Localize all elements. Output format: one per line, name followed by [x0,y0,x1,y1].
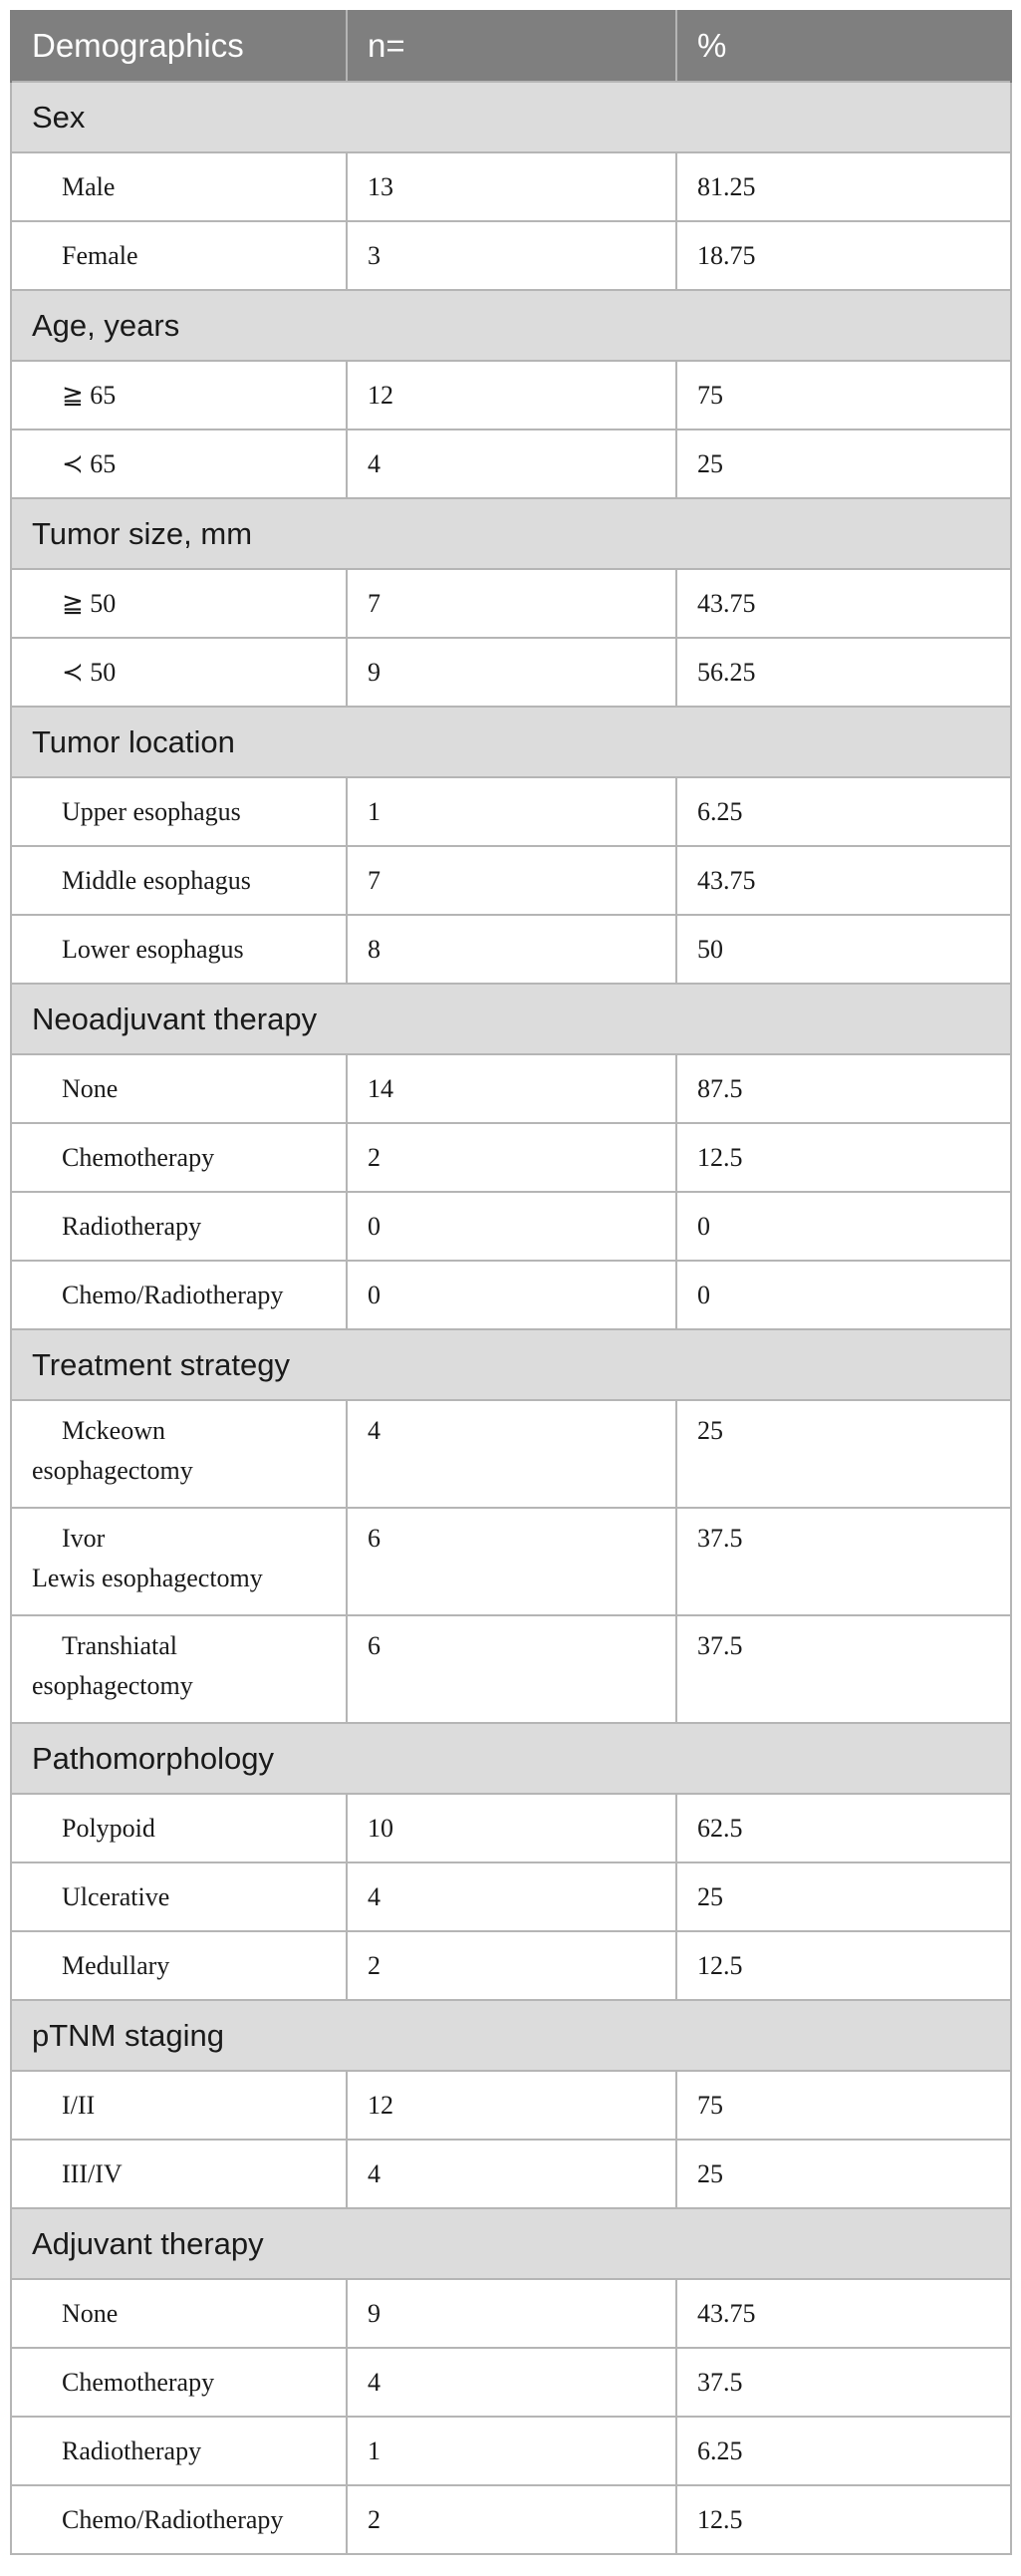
section-header-row [11,82,1011,152]
row-label: Medullary [11,1931,347,2000]
row-n-value: 13 [347,152,676,221]
row-percent-value: 43.75 [676,2279,1011,2348]
row-n-value: 3 [347,221,676,290]
demographics-table [10,10,1012,2555]
row-percent-value: 25 [676,1862,1011,1931]
row-n-value: 2 [347,2485,676,2554]
row-label-line2: esophagectomy [32,1671,193,1700]
row-n-value: 8 [347,915,676,984]
section-title: Tumor size, mm [11,498,1011,569]
table-row [11,2348,1011,2417]
row-label: ≧ 65 [11,361,347,429]
table-row [11,1261,1011,1329]
row-percent-value: 12.5 [676,2485,1011,2554]
row-percent-value: 0 [676,1192,1011,1261]
row-percent-value: 56.25 [676,638,1011,707]
section-header-row [11,1329,1011,1400]
section-header-row [11,984,1011,1054]
table-row [11,2485,1011,2554]
row-n-value: 4 [347,2348,676,2417]
table-row [11,1400,1011,1508]
row-percent-value: 37.5 [676,2348,1011,2417]
row-n-value: 6 [347,1615,676,1723]
row-n-value: 4 [347,1400,676,1508]
table-row [11,2279,1011,2348]
row-n-value: 12 [347,361,676,429]
header-row [11,10,1011,82]
row-label-line2: esophagectomy [32,1456,193,1485]
row-label: Upper esophagus [11,777,347,846]
table-row [11,2140,1011,2208]
table-row [11,361,1011,429]
table-row [11,1862,1011,1931]
header-demographics: Demographics [11,10,347,82]
table-row [11,1794,1011,1862]
table-row [11,1192,1011,1261]
row-n-value: 14 [347,1054,676,1123]
row-n-value: 4 [347,1862,676,1931]
section-title: Adjuvant therapy [11,2208,1011,2279]
row-n-value: 2 [347,1931,676,2000]
row-n-value: 4 [347,2140,676,2208]
row-label: None [11,2279,347,2348]
row-percent-value: 25 [676,2140,1011,2208]
header-percent: % [676,10,1011,82]
section-header-row [11,290,1011,361]
row-percent-value: 6.25 [676,777,1011,846]
row-n-value: 9 [347,2279,676,2348]
row-label: Radiotherapy [11,1192,347,1261]
table-row [11,569,1011,638]
row-label: Chemo/Radiotherapy [11,1261,347,1329]
row-label [11,1615,347,1723]
table-row [11,1931,1011,2000]
section-title: Tumor location [11,707,1011,777]
row-percent-value: 62.5 [676,1794,1011,1862]
table-row [11,1508,1011,1615]
row-label: I/II [11,2071,347,2140]
row-label: III/IV [11,2140,347,2208]
table-row [11,638,1011,707]
row-percent-value: 18.75 [676,221,1011,290]
row-label: ≧ 50 [11,569,347,638]
row-n-value: 10 [347,1794,676,1862]
table-row [11,1054,1011,1123]
row-label: ≺ 65 [11,429,347,498]
row-n-value: 1 [347,777,676,846]
row-percent-value: 25 [676,429,1011,498]
row-percent-value: 50 [676,915,1011,984]
section-title: Treatment strategy [11,1329,1011,1400]
row-label: Female [11,221,347,290]
header-n: n= [347,10,676,82]
row-n-value: 4 [347,429,676,498]
section-header-row [11,707,1011,777]
row-n-value: 9 [347,638,676,707]
row-label: Male [11,152,347,221]
row-percent-value: 6.25 [676,2417,1011,2485]
section-title: Pathomorphology [11,1723,1011,1794]
row-label [11,1508,347,1615]
section-title: Age, years [11,290,1011,361]
table-row [11,846,1011,915]
row-label [11,1400,347,1508]
row-n-value: 0 [347,1192,676,1261]
section-header-row [11,498,1011,569]
row-label: Polypoid [11,1794,347,1862]
row-percent-value: 75 [676,361,1011,429]
row-n-value: 2 [347,1123,676,1192]
row-label-line2: Lewis esophagectomy [32,1564,263,1592]
row-label-line1: Ivor [62,1524,106,1553]
table-row [11,2417,1011,2485]
row-percent-value: 12.5 [676,1931,1011,2000]
section-title: Sex [11,82,1011,152]
row-percent-value: 0 [676,1261,1011,1329]
row-n-value: 7 [347,569,676,638]
table-row [11,777,1011,846]
table-row [11,915,1011,984]
section-header-row [11,2000,1011,2071]
row-percent-value: 75 [676,2071,1011,2140]
row-label-line1: Transhiatal [62,1631,178,1660]
row-label: Middle esophagus [11,846,347,915]
row-n-value: 1 [347,2417,676,2485]
row-n-value: 12 [347,2071,676,2140]
row-n-value: 7 [347,846,676,915]
row-percent-value: 37.5 [676,1508,1011,1615]
section-header-row [11,2208,1011,2279]
row-label-line1: Mckeown [62,1416,165,1445]
row-percent-value: 43.75 [676,846,1011,915]
table-row [11,2071,1011,2140]
row-percent-value: 25 [676,1400,1011,1508]
table-row [11,429,1011,498]
section-header-row [11,1723,1011,1794]
row-n-value: 6 [347,1508,676,1615]
row-percent-value: 37.5 [676,1615,1011,1723]
table-row [11,221,1011,290]
table-header [11,10,1011,82]
row-label: Chemotherapy [11,2348,347,2417]
row-n-value: 0 [347,1261,676,1329]
row-label: None [11,1054,347,1123]
row-label: Chemo/Radiotherapy [11,2485,347,2554]
table-body [11,82,1011,2554]
row-percent-value: 81.25 [676,152,1011,221]
table-row [11,1123,1011,1192]
row-label: Ulcerative [11,1862,347,1931]
row-label: Lower esophagus [11,915,347,984]
row-label: ≺ 50 [11,638,347,707]
row-percent-value: 87.5 [676,1054,1011,1123]
section-title: pTNM staging [11,2000,1011,2071]
row-label: Chemotherapy [11,1123,347,1192]
section-title: Neoadjuvant therapy [11,984,1011,1054]
row-percent-value: 43.75 [676,569,1011,638]
row-percent-value: 12.5 [676,1123,1011,1192]
table-row [11,152,1011,221]
table-row [11,1615,1011,1723]
row-label: Radiotherapy [11,2417,347,2485]
